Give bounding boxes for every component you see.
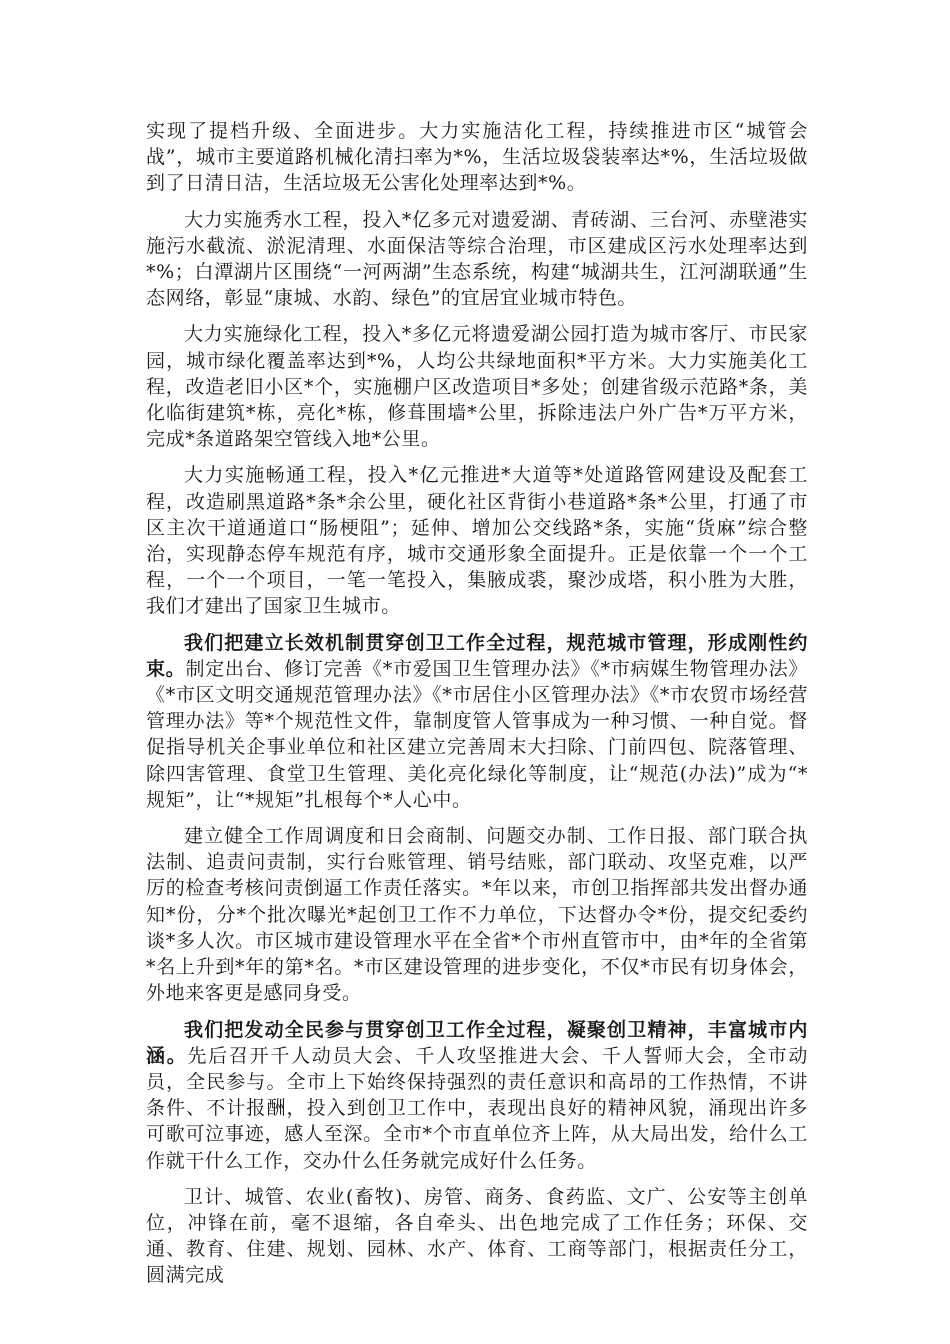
paragraph-4 [146, 462, 808, 619]
paragraph-text: 实现了提档升级、全面进步。大力实施洁化工程，持续推进市区“城管会战”，城市主要道路机械化清扫率为*%，生活垃圾袋装率达*%，生活垃圾做到了日清日洁，生活垃圾无公害化处理率达到*%。 [146, 120, 808, 195]
paragraph-lead-heading: 我们把建立长效机制贯穿创卫工作全过程，规范城市管理，形成刚性约束。 [146, 631, 808, 680]
paragraph-text: 大力实施绿化工程，投入*多亿元将遗爱湖公园打造为城市客厅、市民家园，城市绿化覆盖率达到*%，人均公共绿地面积*平方米。大力实施美化工程，改造老旧小区*个，实施棚户区改造项目*多处；创建省级示范路*条，美化临街建筑*栋，亮化*栋，修葺围墙*公里，拆除违法户外广告*万平方米，完成*条道路架空管线入地*公里。 [146, 323, 808, 451]
document-body [146, 118, 808, 1299]
paragraph-text: 大力实施秀水工程，投入*亿多元对遗爱湖、青砖湖、三台河、赤壁港实施污水截流、淤泥清理、水面保洁等综合治理，市区建成区污水处理率达到*%；白潭湖片区围绕“一河两湖”生态系统，构建“城湖共生，江河湖联通”生态网络，彰显“康城、水韵、绿色”的宜居宜业城市特色。 [146, 208, 808, 310]
paragraph-text: 大力实施畅通工程，投入*亿元推进*大道等*处道路管网建设及配套工程，改造刷黑道路*条*余公里，硬化社区背街小巷道路*条*公里，打通了市区主次干道通道口“肠梗阻”；延伸、增加公交线路*条，实施“货麻”综合整治，实现静态停车规范有序，城市交通形象全面提升。正是依靠一个一个工程，一个一个项目，一笔一笔投入，集腋成裘，聚沙成塔，积小胜为大胜，我们才建出了国家卫生城市。 [146, 464, 808, 618]
paragraph-text: 先后召开千人动员大会、千人攻坚推进大会、千人誓师大会，全市动员，全民参与。全市上下始终保持强烈的责任意识和高昂的工作热情，不讲条件、不计报酬，投入到创卫工作中，表现出良好的精神风貌，涌现出许多可歌可泣事迹，感人至深。全市*个市直单位齐上阵，从大局出发，给什么工作就干什么工作，交办什么任务就完成好什么任务。 [146, 1044, 808, 1172]
paragraph-5 [146, 630, 808, 813]
paragraph-6 [146, 823, 808, 1006]
paragraph-7 [146, 1017, 808, 1174]
paragraph-text: 卫计、城管、农业(畜牧)、房管、商务、食药监、文广、公安等主创单位，冲锋在前，毫不退缩，各自牵头、出色地完成了工作任务；环保、交通、教育、住建、规划、园林、水产、体育、工商等部门，根据责任分工，圆满完成 [146, 1185, 808, 1287]
paragraph-text: 建立健全工作周调度和日会商制、问题交办制、工作日报、部门联合执法制、追责问责制，实行台账管理、销号结账，部门联动、攻坚克难，以严厉的检查考核问责倒逼工作责任落实。*年以来，市创卫指挥部共发出督办通知*份，分*个批次曝光*起创卫工作不力单位，下达督办令*份，提交纪委约谈*多人次。市区城市建设管理水平在全省*个市州直管市中，由*年的全省第*名上升到*年的第*名。*市区建设管理的进步变化，不仅*市民有切身体会，外地来客更是感同身受。 [146, 825, 808, 1005]
paragraph-8 [146, 1184, 808, 1289]
paragraph-1 [146, 118, 808, 197]
paragraph-3 [146, 321, 808, 452]
paragraph-lead-heading: 我们把发动全民参与贯穿创卫工作全过程，凝聚创卫精神，丰富城市内涵。 [146, 1018, 808, 1067]
paragraph-text: 制定出台、修订完善《*市爱国卫生管理办法》《*市病媒生物管理办法》《*市区文明交通规范管理办法》《*市居住小区管理办法》《*市农贸市场经营管理办法》等*个规范性文件，靠制度管人管事成为一种习惯、一种自觉。督促指导机关企事业单位和社区建立完善周末大扫除、门前四包、院落管理、除四害管理、食堂卫生管理、美化亮化绿化等制度，让“规范(办法)”成为“*规矩”，让“*规矩”扎根每个*人心中。 [146, 657, 808, 811]
paragraph-2 [146, 207, 808, 312]
